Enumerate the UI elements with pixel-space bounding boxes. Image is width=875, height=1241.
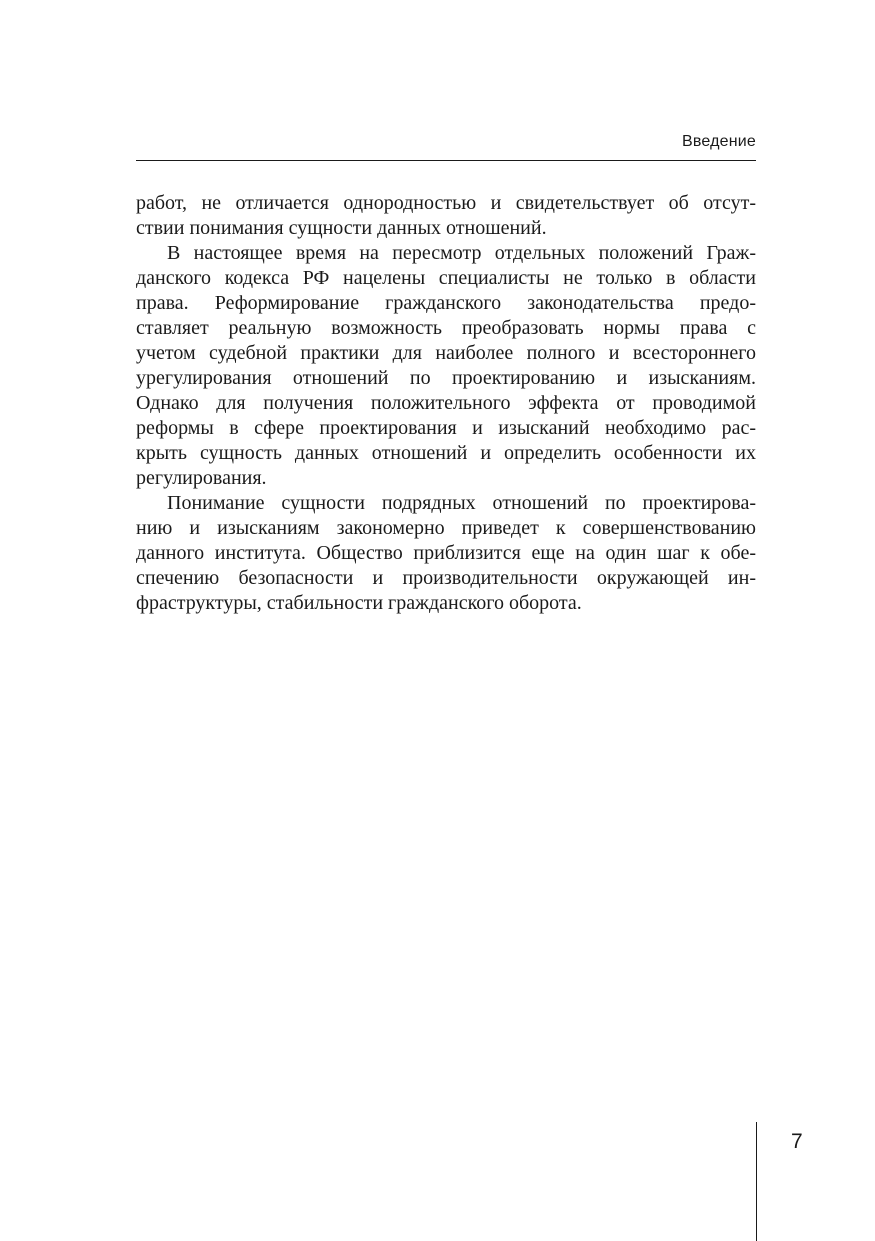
text-line: ствии понимания сущности данных отношений.	[136, 217, 547, 239]
text-line: В настоящее время на пересмотр отдельных положений Граж-	[167, 242, 756, 264]
text-line: крыть сущность данных отношений и определить особенности их	[136, 442, 756, 464]
text-line: учетом судебной практики для наиболее полного и всестороннего	[136, 342, 756, 364]
text-line: данского кодекса РФ нацелены специалисты не только в области	[136, 267, 756, 289]
page-number-rule	[756, 1122, 757, 1241]
paragraph	[136, 191, 756, 241]
text-line: Понимание сущности подрядных отношений по проектирова-	[167, 492, 756, 514]
text-line: спечению безопасности и производительности окружающей ин-	[136, 567, 756, 589]
text-line: права. Реформирование гражданского законодательства предо-	[136, 292, 756, 314]
text-line: Однако для получения положительного эффекта от проводимой	[136, 392, 756, 414]
text-line: работ, не отличается однородностью и свидетельствует об отсут-	[136, 192, 756, 214]
page-number: 7	[791, 1130, 803, 1153]
text-line: нию и изысканиям закономерно приведет к совершенствованию	[136, 517, 756, 539]
running-head: Введение	[681, 133, 756, 150]
text-line: ставляет реальную возможность преобразовать нормы права с	[136, 317, 756, 339]
body-text	[136, 191, 756, 616]
text-line: реформы в сфере проектирования и изысканий необходимо рас-	[136, 417, 756, 439]
paragraph	[136, 241, 756, 491]
text-line: данного института. Общество приблизится еще на один шаг к обе-	[136, 542, 756, 564]
text-line: урегулирования отношений по проектированию и изысканиям.	[136, 367, 756, 389]
text-line: фраструктуры, стабильности гражданского оборота.	[136, 592, 582, 614]
header-rule	[136, 160, 756, 161]
paragraph	[136, 491, 756, 616]
text-line: регулирования.	[136, 467, 267, 489]
